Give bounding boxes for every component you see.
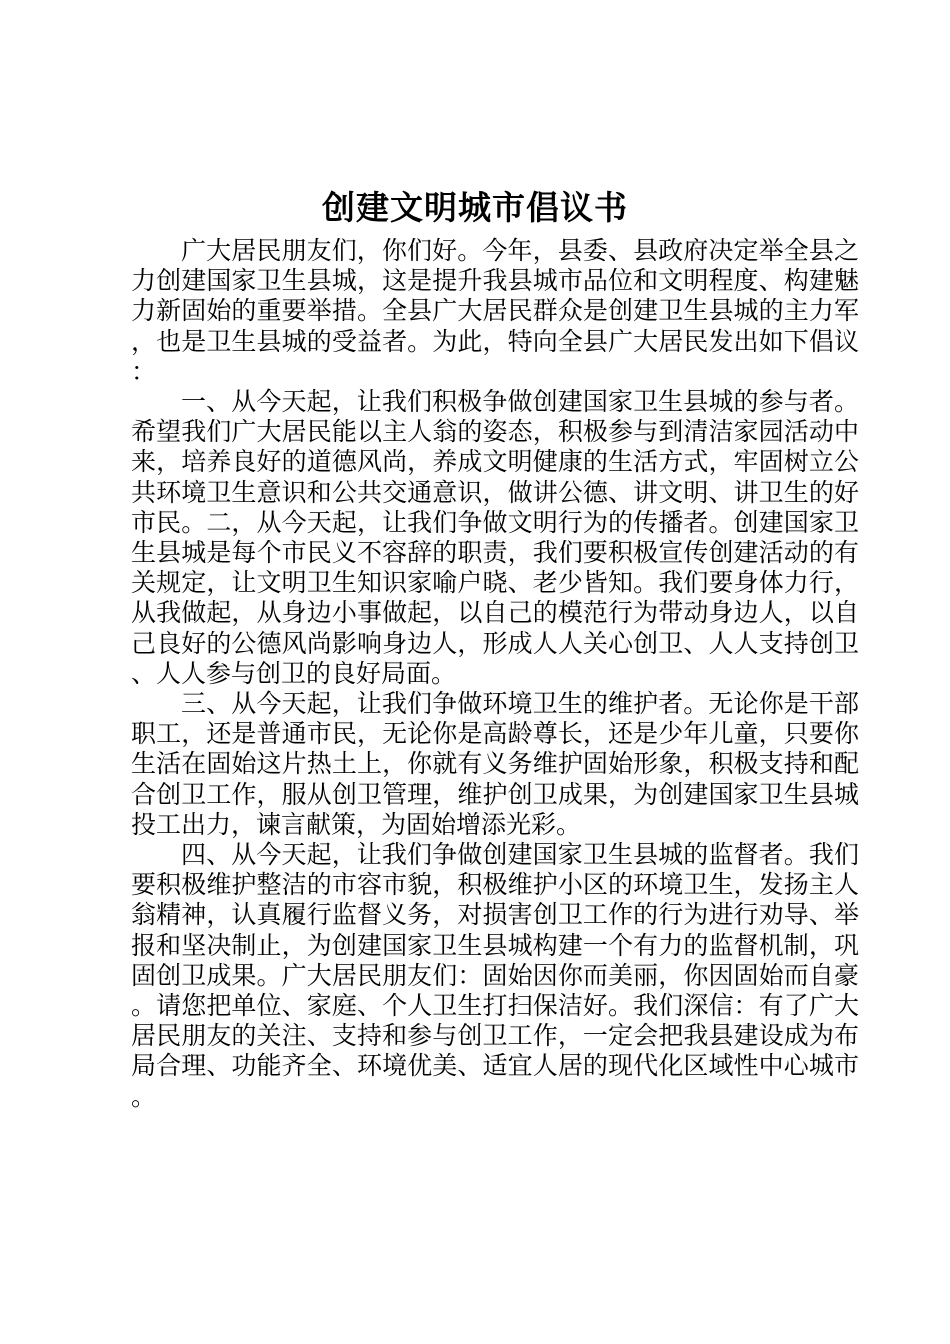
document-body — [131, 236, 859, 1112]
paragraph-maintainers: 三、从今天起，让我们争做环境卫生的维护者。无论你是干部职工，还是普通市民，无论你是高龄尊长，还是少年儿童，只要你生活在固始这片热土上，你就有义务维护固始形象，积极支持和配合创卫工作，服从创卫管理，维护创卫成果，为创建国家卫生县城投工出力，谏言献策，为固始增添光彩。 — [131, 689, 859, 839]
paragraph-intro: 广大居民朋友们，你们好。今年，县委、县政府决定举全县之力创建国家卫生县城，这是提升我县城市品位和文明程度、构建魅力新固始的重要举措。全县广大居民群众是创建卫生县城的主力军，也是卫生县城的受益者。为此，特向全县广大居民发出如下倡议： — [131, 236, 859, 386]
paragraph-participants: 一、从今天起，让我们积极争做创建国家卫生县城的参与者。希望我们广大居民能以主人翁的姿态，积极参与到清洁家园活动中来，培养良好的道德风尚，养成文明健康的生活方式，牢固树立公共环境卫生意识和公共交通意识，做讲公德、讲文明、讲卫生的好市民。二，从今天起，让我们争做文明行为的传播者。创建国家卫生县城是每个市民义不容辞的职责，我们要积极宣传创建活动的有关规定，让文明卫生知识家喻户晓、老少皆知。我们要身体力行，从我做起，从身边小事做起，以自己的模范行为带动身边人，以自己良好的公德风尚影响身边人，形成人人关心创卫、人人支持创卫、人人参与创卫的良好局面。 — [131, 387, 859, 688]
paragraph-supervisors: 四、从今天起，让我们争做创建国家卫生县城的监督者。我们要积极维护整洁的市容市貌，积极维护小区的环境卫生，发扬主人翁精神，认真履行监督义务，对损害创卫工作的行为进行劝导、举报和坚决制止，为创建国家卫生县城构建一个有力的监督机制，巩固创卫成果。广大居民朋友们：固始因你而美丽，你因固始而自豪。请您把单位、家庭、个人卫生打扫保洁好。我们深信：有了广大居民朋友的关注、支持和参与创卫工作，一定会把我县建设成为布局合理、功能齐全、环境优美、适宜人居的现代化区域性中心城市。 — [131, 840, 859, 1111]
document-title: 创建文明城市倡议书 — [322, 188, 628, 227]
